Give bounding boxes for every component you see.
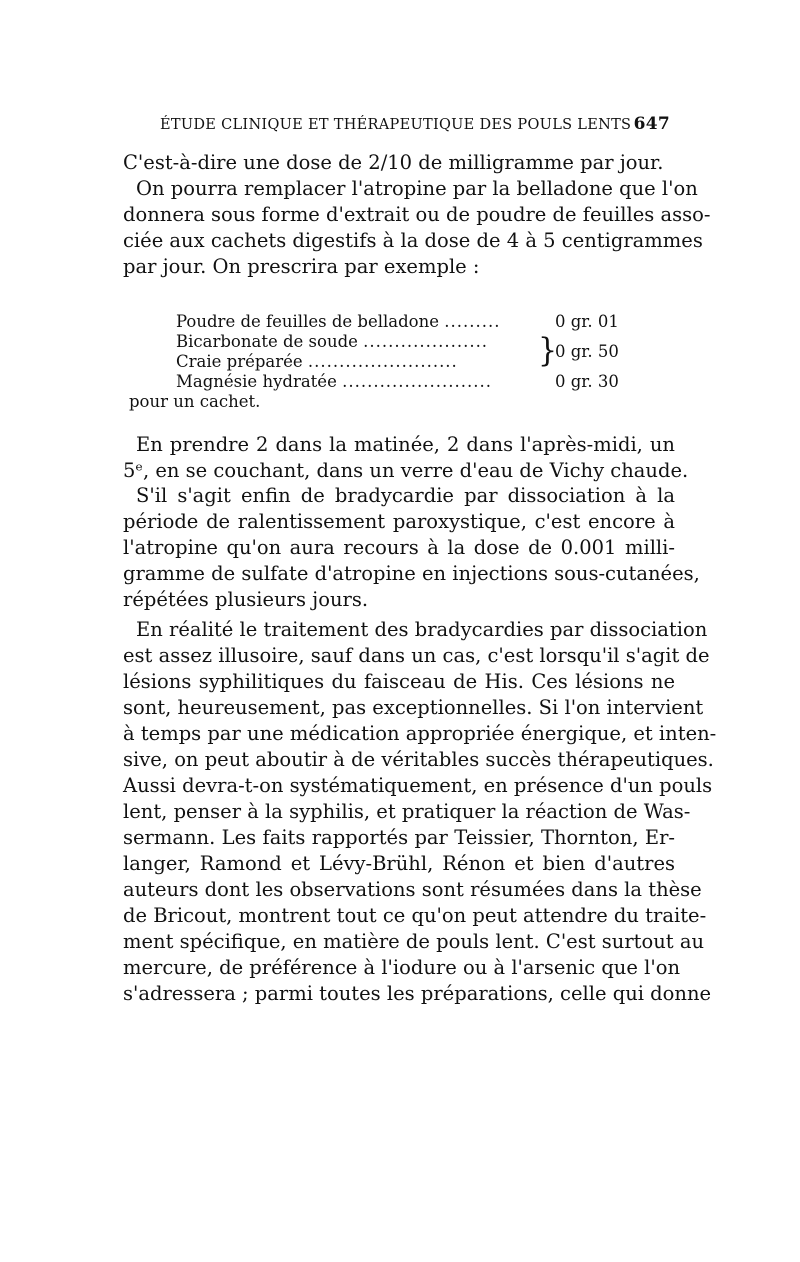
text-line: gramme de sulfate d'atropine en injections sous-cutanées, <box>123 562 700 585</box>
dose: 0 gr. 30 <box>555 372 619 391</box>
ingredient: Bicarbonate de soude .................... <box>176 332 489 351</box>
text-line: lent, penser à la syphilis, et pratiquer la réaction de Was- <box>123 800 691 823</box>
text-line: sive, on peut aboutir à de véritables succès thérapeutiques. <box>123 748 714 771</box>
ingredient: Magnésie hydratée ........................ <box>176 372 492 391</box>
text-line: mercure, de préférence à l'iodure ou à l'arsenic que l'on <box>123 956 680 979</box>
paragraph-4 <box>123 617 717 1007</box>
ingredient: Poudre de feuilles de belladone ......... <box>176 312 501 331</box>
page-number: 647 <box>633 114 670 134</box>
text-line: sermann. Les faits rapportés par Teissier, Thornton, Er- <box>123 826 675 849</box>
text-line: En prendre 2 dans la matinée, 2 dans l'après-midi, un <box>136 433 675 456</box>
text-line: En réalité le traitement des bradycardies par dissociation <box>136 618 708 641</box>
text-line: S'il s'agit enfin de bradycardie par dissociation à la <box>136 484 675 507</box>
text-line: ciée aux cachets digestifs à la dose de 4 à 5 centigrammes <box>123 229 703 252</box>
dose: 0 gr. 50 <box>555 342 619 361</box>
text-line: donnera sous forme d'extrait ou de poudre de feuilles asso- <box>123 203 711 226</box>
text-line: Aussi devra-t-on systématiquement, en présence d'un pouls <box>123 774 713 797</box>
text-line: par jour. On prescrira par exemple : <box>123 255 480 278</box>
prescription <box>123 312 675 412</box>
paragraph-1 <box>123 150 711 280</box>
text-line: 5ᵉ, en se couchant, dans un verre d'eau de Vichy chaude. <box>123 459 689 482</box>
dose: 0 gr. 01 <box>555 312 619 331</box>
text-line: est assez illusoire, sauf dans un cas, c'est lorsqu'il s'agit de <box>123 644 710 667</box>
running-head-title: ÉTUDE CLINIQUE ET THÉRAPEUTIQUE DES POULS LENTS <box>160 117 632 133</box>
text-line: sont, heureusement, pas exceptionnelles. Si l'on intervient <box>123 696 704 719</box>
text-line: ment spécifique, en matière de pouls lent. C'est surtout au <box>123 930 705 953</box>
text-line: langer, Ramond et Lévy-Brühl, Rénon et bien d'autres <box>123 852 675 875</box>
text-line: période de ralentissement paroxystique, c'est encore à <box>123 510 675 533</box>
paragraph-3 <box>123 483 700 613</box>
text-line: de Bricout, montrent tout ce qu'on peut attendre du traite- <box>123 904 707 927</box>
text-line: répétées plusieurs jours. <box>123 588 369 611</box>
prescription-tail: pour un cachet. <box>129 392 261 411</box>
text-line: l'atropine qu'on aura recours à la dose de 0.001 milli- <box>123 536 675 559</box>
prescription-row <box>123 312 675 332</box>
prescription-row <box>123 332 675 372</box>
text-line: On pourra remplacer l'atropine par la belladone que l'on <box>136 177 698 200</box>
ingredient: Craie préparée ........................ <box>176 352 458 371</box>
brace: } <box>538 331 558 370</box>
text-line: à temps par une médication appropriée énergique, et inten- <box>123 722 717 745</box>
text-line: auteurs dont les observations sont résumées dans la thèse <box>123 878 702 901</box>
paragraph-2 <box>123 432 689 484</box>
text-line: lésions syphilitiques du faisceau de His. Ces lésions ne <box>123 670 675 693</box>
text-line: C'est-à-dire une dose de 2/10 de milligramme par jour. <box>123 151 664 174</box>
text-line: s'adressera ; parmi toutes les préparations, celle qui donne <box>123 982 712 1005</box>
prescription-row <box>123 372 675 392</box>
